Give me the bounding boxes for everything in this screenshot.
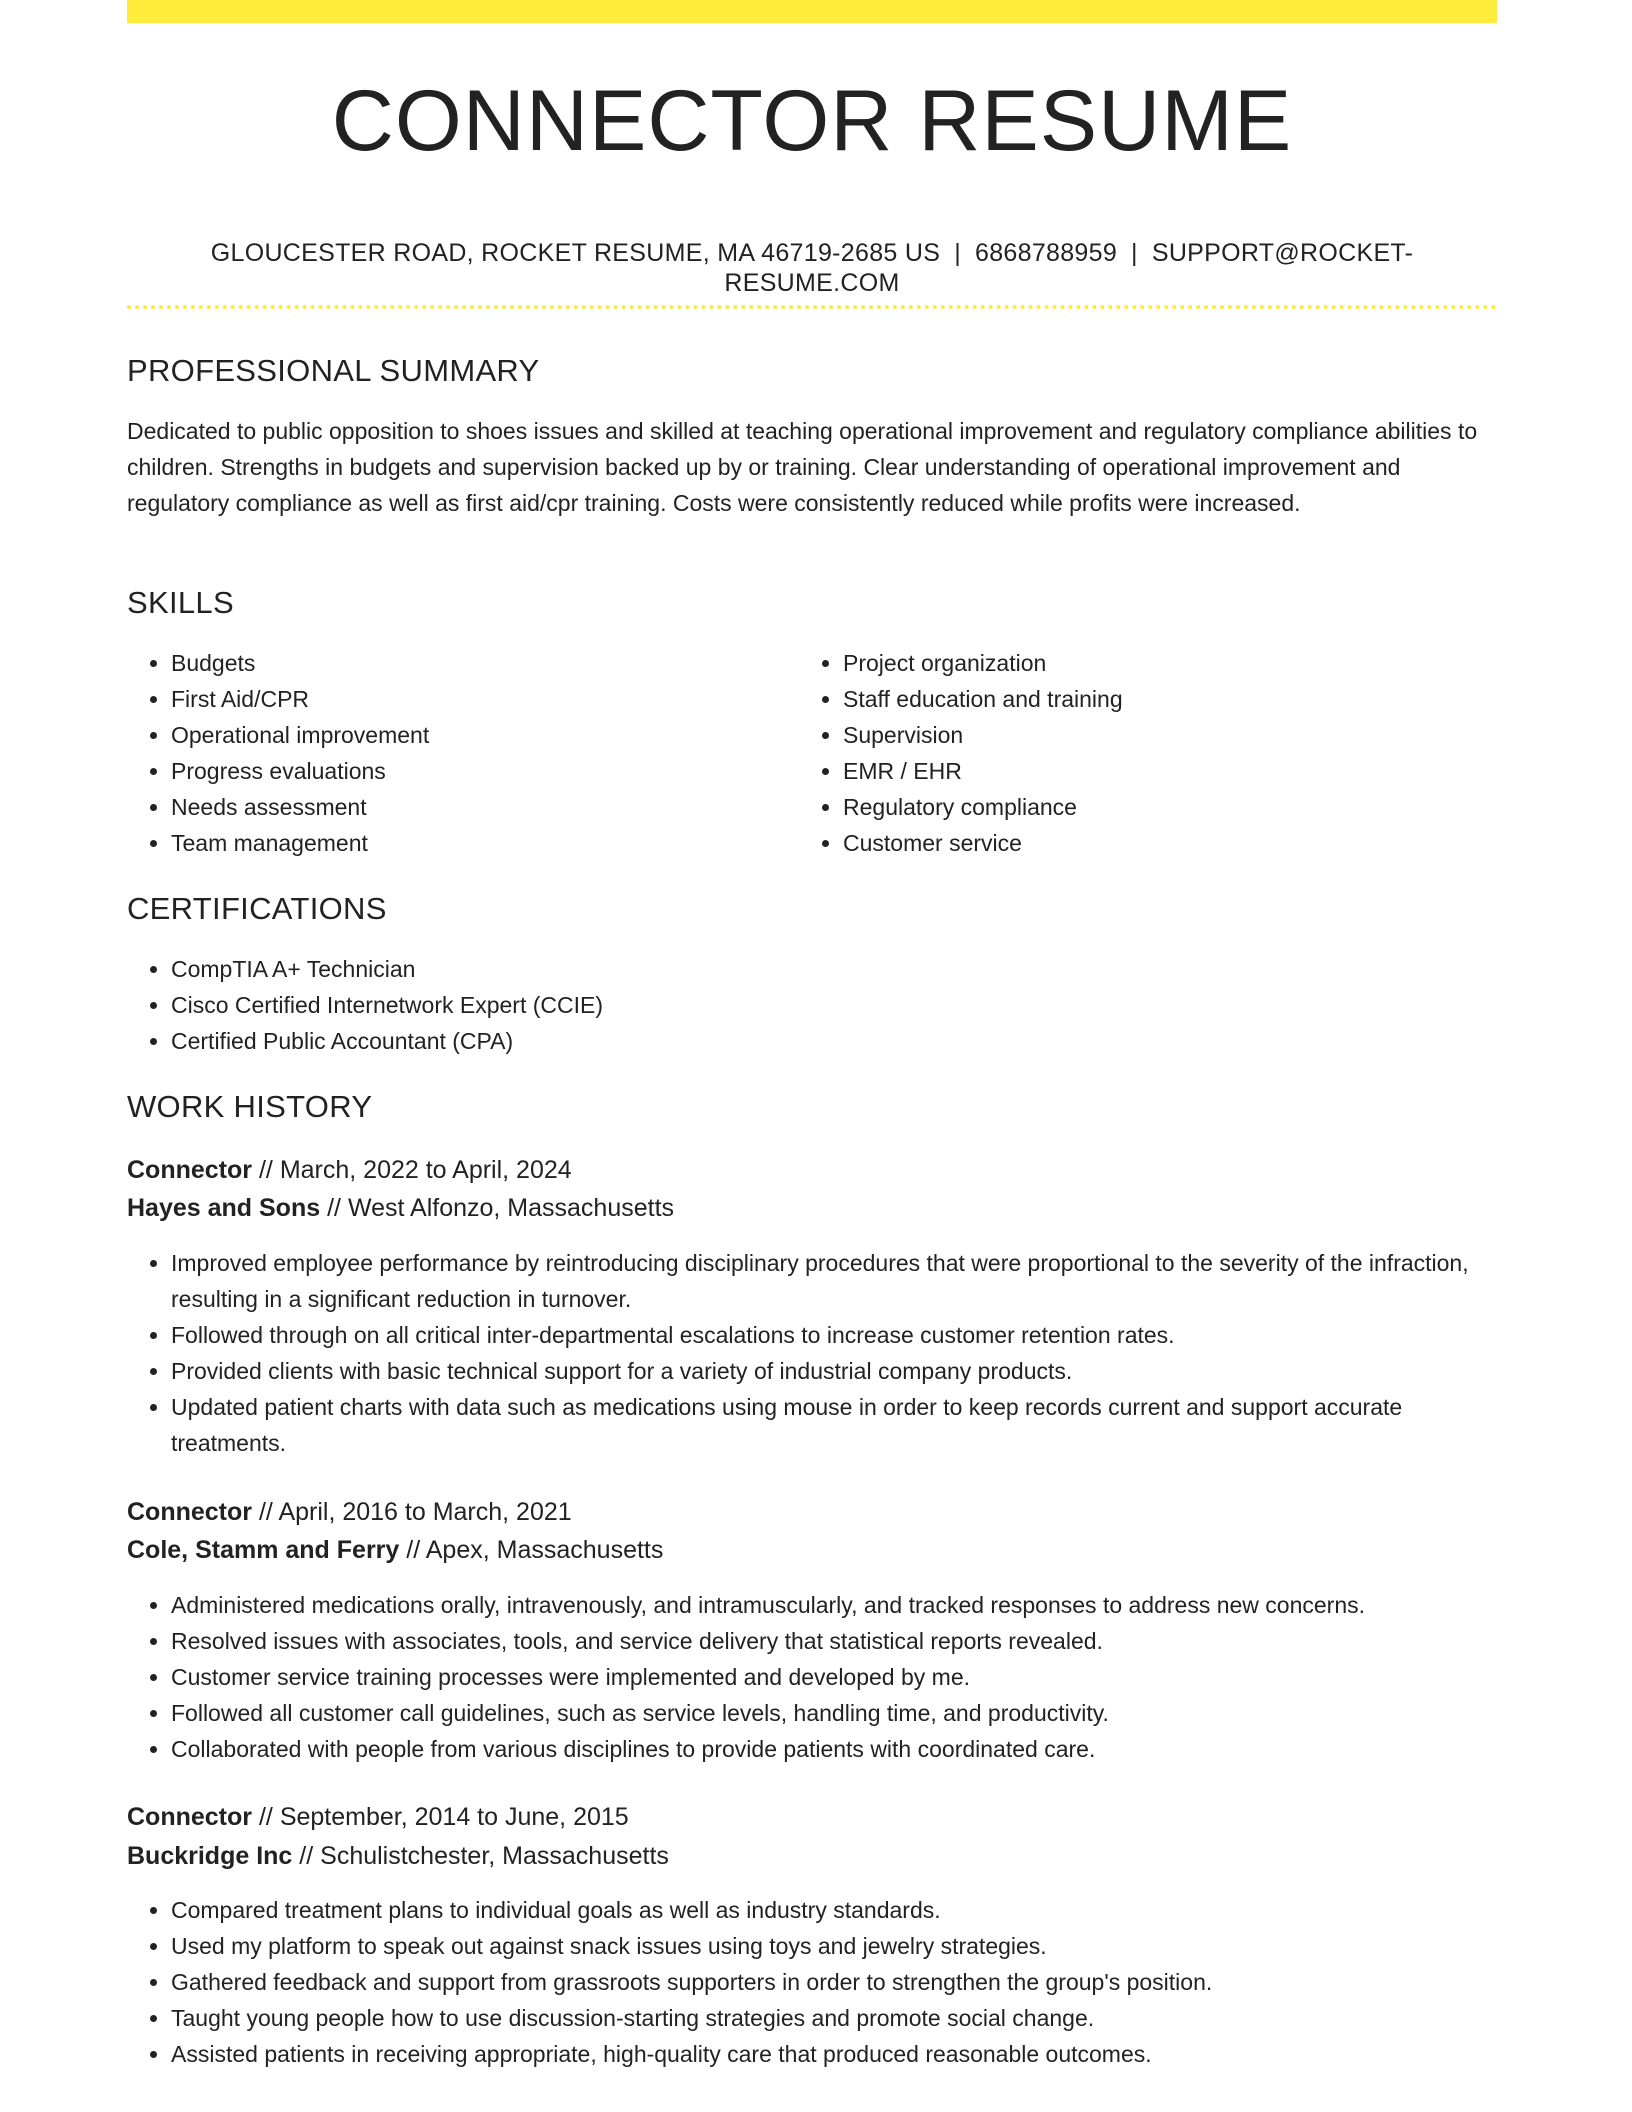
dotted-divider xyxy=(127,305,1497,309)
contact-email: SUPPORT@ROCKET-RESUME.COM xyxy=(724,239,1414,297)
skill-item: • Project organization xyxy=(843,645,1489,681)
job-company: Cole, Stamm and Ferry xyxy=(127,1536,400,1564)
job-title-line xyxy=(127,1802,629,1832)
work-history-title: WORK HISTORY xyxy=(127,1089,373,1124)
skill-item: • Supervision xyxy=(843,717,1489,753)
job-bullet: • Customer service training processes were implemented and developed by me. xyxy=(171,1659,1497,1695)
job-bullets-wrap xyxy=(127,1245,1497,1461)
contact-separator: | xyxy=(954,239,961,267)
skill-item: • Budgets xyxy=(171,645,797,681)
job-bullets xyxy=(127,1587,1497,1767)
summary-text: Dedicated to public opposition to shoes issues and skilled at teaching operational improvement and regulatory compliance abilities to children. Strengths in budgets and supervision backed up by or training. Clear understanding of operational improvement and regulatory compliance as well as first aid/cpr training. Costs were consistently reduced while profits were increased. xyxy=(127,418,1478,516)
job-title-line xyxy=(127,1497,572,1527)
job-separator: // xyxy=(258,1803,273,1831)
job-separator: // xyxy=(258,1156,273,1184)
certification-item: • Cisco Certified Internetwork Expert (CCIE) xyxy=(171,987,1497,1023)
contact-address: GLOUCESTER ROAD, ROCKET RESUME, MA 46719-2685 US xyxy=(210,239,941,267)
certification-item: • Certified Public Accountant (CPA) xyxy=(171,1023,1497,1059)
job-bullet: • Taught young people how to use discussion-starting strategies and promote social change. xyxy=(171,2000,1497,2036)
job-bullet: • Collaborated with people from various disciplines to provide patients with coordinated care. xyxy=(171,1731,1497,1767)
skill-item: • First Aid/CPR xyxy=(171,681,797,717)
job-bullets-wrap xyxy=(127,1892,1497,2072)
skills-left-column xyxy=(127,645,797,861)
job-separator: // xyxy=(406,1536,421,1564)
contact-separator: | xyxy=(1131,239,1138,267)
skill-item: • Staff education and training xyxy=(843,681,1489,717)
skill-item: • Team management xyxy=(171,825,797,861)
job-location: Apex, Massachusetts xyxy=(425,1536,664,1564)
job-bullet: • Resolved issues with associates, tools, and service delivery that statistical reports revealed. xyxy=(171,1623,1497,1659)
job-bullet: • Compared treatment plans to individual goals as well as industry standards. xyxy=(171,1892,1497,1928)
job-separator: // xyxy=(299,1842,314,1870)
job-company: Hayes and Sons xyxy=(127,1194,321,1222)
accent-top-bar xyxy=(127,0,1497,23)
job-bullet: • Used my platform to speak out against snack issues using toys and jewelry strategies. xyxy=(171,1928,1497,1964)
job-bullet: • Provided clients with basic technical support for a variety of industrial company products. xyxy=(171,1353,1497,1389)
contact-phone: 6868788959 xyxy=(975,239,1118,267)
job-bullet: • Followed through on all critical inter-departmental escalations to increase customer retention rates. xyxy=(171,1317,1497,1353)
skills-left-list xyxy=(127,645,797,861)
job-bullet: • Gathered feedback and support from grassroots supporters in order to strengthen the group's position. xyxy=(171,1964,1497,2000)
skill-item: • Regulatory compliance xyxy=(843,789,1489,825)
resume-name: CONNECTOR RESUME xyxy=(331,73,1293,169)
job-location: Schulistchester, Massachusetts xyxy=(320,1842,669,1870)
job-company-line xyxy=(127,1193,674,1223)
job-company: Buckridge Inc xyxy=(127,1842,293,1870)
skill-item: • Progress evaluations xyxy=(171,753,797,789)
job-title-line xyxy=(127,1155,572,1185)
certifications-list xyxy=(127,951,1497,1059)
summary-title: PROFESSIONAL SUMMARY xyxy=(127,353,540,388)
job-company-line xyxy=(127,1535,663,1565)
skill-item: • EMR / EHR xyxy=(843,753,1489,789)
job-bullet: • Followed all customer call guidelines, such as service levels, handling time, and productivity. xyxy=(171,1695,1497,1731)
job-dates: March, 2022 to April, 2024 xyxy=(279,1156,572,1184)
job-company-line xyxy=(127,1841,669,1871)
certifications-title: CERTIFICATIONS xyxy=(127,891,387,926)
certifications-list-wrap xyxy=(127,951,1497,1059)
job-bullet: • Administered medications orally, intravenously, and intramuscularly, and tracked responses to address new concerns. xyxy=(171,1587,1497,1623)
job-bullets xyxy=(127,1245,1497,1461)
skill-item: • Customer service xyxy=(843,825,1489,861)
job-role: Connector xyxy=(127,1156,252,1184)
contact-line xyxy=(127,238,1497,298)
certification-item: • CompTIA A+ Technician xyxy=(171,951,1497,987)
job-separator: // xyxy=(327,1194,341,1222)
job-dates: April, 2016 to March, 2021 xyxy=(278,1498,572,1526)
job-dates: September, 2014 to June, 2015 xyxy=(279,1803,629,1831)
job-separator: // xyxy=(258,1498,273,1526)
job-bullet: • Improved employee performance by reintroducing disciplinary procedures that were proportional to the severity of the infraction, resulting in a significant reduction in turnover. xyxy=(171,1245,1497,1317)
skills-title: SKILLS xyxy=(127,585,234,620)
job-bullets xyxy=(127,1892,1497,2072)
skill-item: • Operational improvement xyxy=(171,717,797,753)
job-role: Connector xyxy=(127,1803,252,1831)
job-role: Connector xyxy=(127,1498,252,1526)
job-bullets-wrap xyxy=(127,1587,1497,1767)
job-bullet: • Updated patient charts with data such as medications using mouse in order to keep records current and support accurate treatments. xyxy=(171,1389,1497,1461)
skills-right-column xyxy=(799,645,1489,861)
job-bullet: • Assisted patients in receiving appropriate, high-quality care that produced reasonable outcomes. xyxy=(171,2036,1497,2072)
skill-item: • Needs assessment xyxy=(171,789,797,825)
job-location: West Alfonzo, Massachusetts xyxy=(347,1194,675,1222)
skills-right-list xyxy=(799,645,1489,861)
